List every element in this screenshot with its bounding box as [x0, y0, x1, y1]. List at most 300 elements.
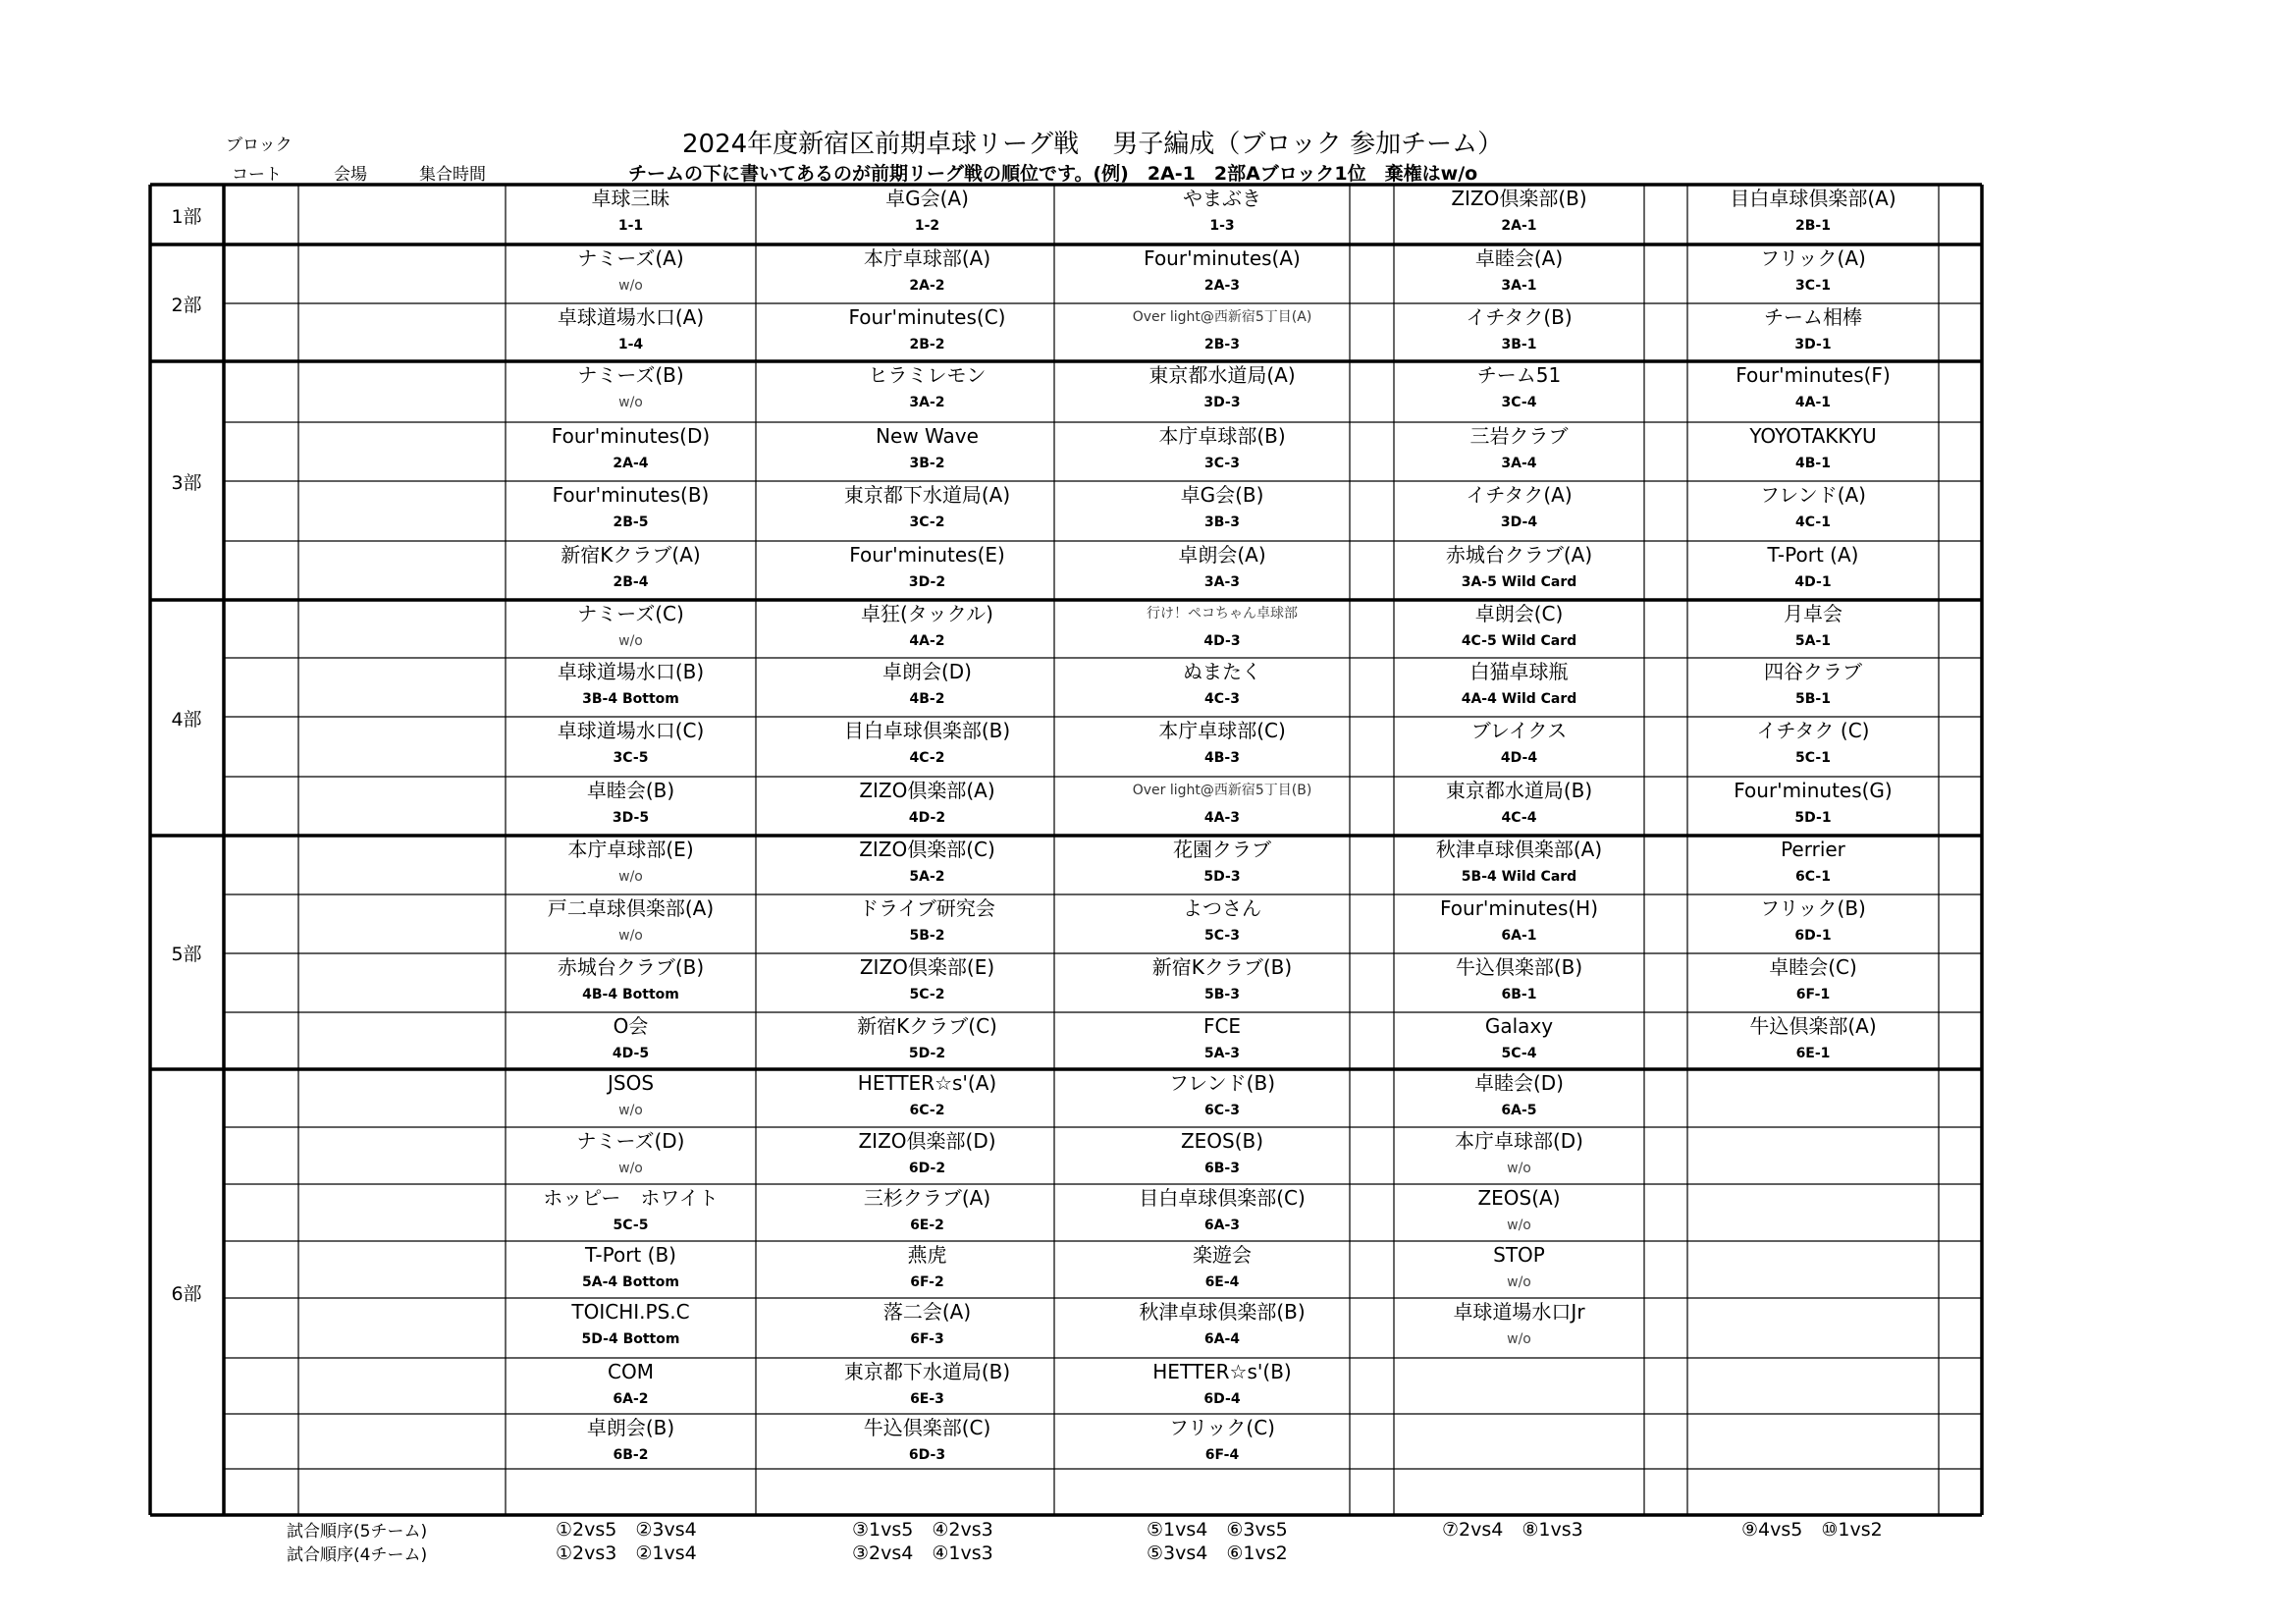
team-cell	[1394, 1470, 1644, 1514]
team-name: 牛込倶楽部(A)	[1749, 1014, 1877, 1038]
team-rank: 4B-1	[1795, 456, 1831, 471]
team-rank: 4C-1	[1795, 514, 1831, 530]
team-rank: 5C-3	[1204, 928, 1240, 944]
division-label: 5部	[171, 944, 202, 965]
team-cell	[506, 601, 756, 657]
team-cell	[1394, 245, 1644, 302]
team-cell	[1394, 659, 1644, 716]
team-cell	[506, 423, 756, 480]
team-cell	[800, 1185, 1054, 1240]
team-cell	[506, 1299, 756, 1357]
team-name: 目白卓球倶楽部(A)	[1730, 187, 1896, 210]
team-cell	[1687, 245, 1939, 302]
team-cell	[800, 1470, 1054, 1514]
team-rank: 5A-4 Bottom	[582, 1274, 679, 1290]
team-cell	[506, 895, 756, 952]
team-cell	[1394, 1359, 1644, 1413]
team-name: HETTER☆s'(A)	[857, 1071, 997, 1095]
team-rank: 6A-3	[1203, 1218, 1241, 1233]
team-name: 東京都下水道局(A)	[843, 483, 1011, 507]
team-rank: 5C-1	[1795, 750, 1831, 766]
match-order-5-item: ③1vs5 ④2vs3	[852, 1519, 993, 1541]
team-rank: 5C-2	[909, 987, 945, 1002]
team-rank: 6E-3	[910, 1391, 944, 1407]
team-cell	[506, 542, 756, 599]
team-name: TOICHI.PS.C	[571, 1300, 690, 1324]
team-name: よつさん	[1183, 896, 1261, 920]
team-name: 月卓会	[1784, 602, 1842, 625]
team-name: O会	[613, 1014, 649, 1038]
team-cell	[1095, 601, 1350, 657]
team-cell	[800, 482, 1054, 540]
team-name: やまぶき	[1183, 187, 1261, 210]
team-cell	[1095, 895, 1350, 952]
team-cell	[800, 1415, 1054, 1468]
team-name: 卓朗会(C)	[1474, 602, 1564, 625]
team-rank: 4D-2	[908, 810, 946, 826]
team-rank: 4B-2	[909, 691, 945, 707]
team-rank: 5C-4	[1501, 1046, 1537, 1061]
team-name: 本庁卓球部(A)	[863, 246, 991, 270]
team-rank: 6C-1	[1795, 869, 1831, 885]
team-cell	[1095, 954, 1350, 1011]
team-cell	[1095, 837, 1350, 893]
team-rank: w/o	[1507, 1218, 1531, 1233]
team-cell	[1687, 1242, 1939, 1297]
team-name: 楽遊会	[1193, 1243, 1252, 1267]
team-rank: 3C-5	[613, 750, 649, 766]
team-name: Perrier	[1781, 838, 1845, 861]
team-cell	[800, 1013, 1054, 1068]
division-label: 6部	[171, 1283, 202, 1305]
team-rank: 2B-1	[1795, 218, 1831, 234]
team-rank: 6B-2	[613, 1447, 649, 1463]
team-name: 新宿Kクラブ(C)	[857, 1014, 997, 1038]
team-cell	[1687, 1070, 1939, 1126]
team-rank: 3A-2	[909, 395, 945, 410]
team-name: 三杉クラブ(A)	[863, 1186, 991, 1210]
match-order-5-item: ①2vs5 ②3vs4	[556, 1519, 697, 1541]
team-rank: 5A-3	[1203, 1046, 1241, 1061]
team-cell	[800, 837, 1054, 893]
team-name: ZIZO倶楽部(D)	[858, 1129, 996, 1153]
team-name: ナミーズ(A)	[577, 246, 684, 270]
team-cell	[800, 778, 1054, 835]
team-name: Four'minutes(E)	[849, 543, 1005, 567]
team-cell	[1394, 186, 1644, 244]
team-cell	[506, 482, 756, 540]
team-rank: 4B-4 Bottom	[582, 987, 679, 1002]
team-rank: 6A-4	[1203, 1331, 1241, 1347]
team-name: Four'minutes(F)	[1735, 363, 1891, 387]
team-name: 卓球道場水口(C)	[557, 719, 705, 742]
team-name: フレンド(B)	[1168, 1071, 1276, 1095]
team-cell	[1095, 1128, 1350, 1183]
team-name: JSOS	[607, 1071, 655, 1095]
team-rank: w/o	[1507, 1331, 1531, 1347]
match-order-5-item: ⑤1vs4 ⑥3vs5	[1147, 1519, 1288, 1541]
team-name: 卓狂(タックル)	[860, 602, 993, 625]
team-cell	[1394, 1128, 1644, 1183]
team-cell	[1687, 542, 1939, 599]
team-rank: 5A-1	[1794, 633, 1832, 649]
team-name: HETTER☆s'(B)	[1152, 1360, 1292, 1383]
team-cell	[506, 1185, 756, 1240]
team-cell	[1394, 1299, 1644, 1357]
team-cell	[506, 1128, 756, 1183]
team-name: フリック(B)	[1760, 896, 1866, 920]
team-cell	[1687, 1470, 1939, 1514]
team-cell	[1095, 304, 1350, 360]
team-cell	[800, 542, 1054, 599]
team-rank: 3C-3	[1204, 456, 1240, 471]
team-cell	[800, 245, 1054, 302]
team-cell	[1687, 362, 1939, 421]
team-rank: w/o	[1507, 1161, 1531, 1176]
team-cell	[506, 659, 756, 716]
team-name: 卓球三昧	[591, 187, 670, 210]
team-cell	[1394, 304, 1644, 360]
team-rank: 3B-3	[1204, 514, 1240, 530]
team-rank: 5D-1	[1794, 810, 1832, 826]
team-name: Four'minutes(G)	[1734, 779, 1893, 802]
team-cell	[506, 1013, 756, 1068]
team-cell	[1095, 482, 1350, 540]
team-cell	[1687, 1185, 1939, 1240]
team-name: 落二会(A)	[882, 1300, 972, 1324]
team-name: ナミーズ(C)	[577, 602, 684, 625]
team-name: 四谷クラブ	[1764, 660, 1862, 683]
team-cell	[1687, 895, 1939, 952]
team-cell	[1095, 1470, 1350, 1514]
division-label: 4部	[171, 709, 202, 731]
team-name: イチタク (C)	[1756, 719, 1870, 742]
team-name: 行け！ペコちゃん卓球部	[1147, 606, 1298, 622]
team-name: フレンド(A)	[1760, 483, 1866, 507]
team-rank: 3A-5 Wild Card	[1461, 574, 1577, 590]
team-name: Over light@西新宿5丁目(B)	[1132, 783, 1312, 798]
team-cell	[1394, 1185, 1644, 1240]
team-rank: 5D-3	[1203, 869, 1241, 885]
team-cell	[1687, 718, 1939, 776]
team-rank: 4D-1	[1794, 574, 1832, 590]
ranking-note: チームの下に書いてあるのが前期リーグ戦の順位です。(例) 2A-1 2部Aブロック1位 棄権はw/o	[628, 163, 1478, 185]
team-name: 白猫卓球瓶	[1469, 660, 1569, 683]
team-cell	[1687, 423, 1939, 480]
team-name: ヒラミレモン	[868, 363, 987, 387]
team-name: 目白卓球倶楽部(B)	[843, 719, 1011, 742]
team-rank: 1-3	[1209, 218, 1235, 234]
team-name: 卓G会(A)	[885, 187, 969, 210]
team-name: Four'minutes(D)	[551, 424, 711, 448]
team-rank: 5B-3	[1204, 987, 1240, 1002]
team-cell	[800, 1359, 1054, 1413]
team-cell	[1687, 1299, 1939, 1357]
team-rank: 3D-3	[1203, 395, 1241, 410]
team-cell	[1095, 718, 1350, 776]
team-rank: 6D-1	[1794, 928, 1832, 944]
team-name: 東京都下水道局(B)	[843, 1360, 1011, 1383]
division-label: 2部	[171, 294, 202, 316]
team-cell	[1095, 423, 1350, 480]
team-name: COM	[608, 1360, 654, 1383]
match-order-4-label: 試合順序(4チーム)	[287, 1545, 428, 1565]
team-cell	[1687, 954, 1939, 1011]
time-label: 集合時間	[419, 165, 486, 185]
team-rank: 4C-4	[1501, 810, 1537, 826]
team-rank: w/o	[618, 278, 643, 294]
team-name: ナミーズ(B)	[577, 363, 684, 387]
team-rank: 6D-3	[908, 1447, 946, 1463]
team-cell	[1394, 1242, 1644, 1297]
team-rank: 6E-4	[1204, 1274, 1240, 1290]
team-rank: 5B-4 Wild Card	[1461, 869, 1577, 885]
venue-label: 会場	[334, 165, 367, 185]
team-name: T-Port (B)	[585, 1243, 676, 1267]
team-rank: 2A-2	[909, 278, 945, 294]
team-cell	[800, 1070, 1054, 1126]
team-rank: 4C-3	[1204, 691, 1240, 707]
team-name: ぬまたく	[1183, 660, 1261, 683]
team-cell	[506, 186, 756, 244]
team-name: フリック(A)	[1760, 246, 1866, 270]
team-cell	[1687, 482, 1939, 540]
team-rank: 4A-4 Wild Card	[1461, 691, 1577, 707]
team-rank: 2A-1	[1501, 218, 1537, 234]
team-cell	[1095, 245, 1350, 302]
team-rank: 4C-2	[909, 750, 945, 766]
team-rank: 2A-4	[613, 456, 649, 471]
team-cell	[800, 304, 1054, 360]
team-rank: 6F-4	[1204, 1447, 1240, 1463]
team-cell	[1095, 1185, 1350, 1240]
team-rank: w/o	[618, 869, 643, 885]
team-name: ホッピー ホワイト	[543, 1186, 719, 1210]
team-name: 赤城台クラブ(A)	[1445, 543, 1593, 567]
team-name: 卓朗会(A)	[1178, 543, 1266, 567]
team-name: ブレイクス	[1470, 719, 1568, 742]
team-rank: 3B-1	[1501, 337, 1537, 352]
match-order-4-item: ③2vs4 ④1vs3	[852, 1543, 993, 1564]
team-rank: 6A-2	[613, 1391, 649, 1407]
match-order-5-item: ⑨4vs5 ⑩1vs2	[1741, 1519, 1883, 1541]
team-rank: 3D-5	[612, 810, 650, 826]
team-cell	[1095, 778, 1350, 835]
team-rank: 3D-1	[1794, 337, 1832, 352]
team-rank: w/o	[618, 928, 643, 944]
team-name: 卓G会(B)	[1180, 483, 1264, 507]
team-cell	[1687, 1128, 1939, 1183]
team-rank: 5B-1	[1795, 691, 1831, 707]
team-cell	[1095, 1299, 1350, 1357]
team-cell	[1687, 837, 1939, 893]
team-cell	[1394, 778, 1644, 835]
team-rank: 6E-1	[1795, 1046, 1831, 1061]
team-rank: 4C-5 Wild Card	[1461, 633, 1577, 649]
team-cell	[1394, 423, 1644, 480]
division-label: 3部	[171, 471, 202, 494]
team-name: フリック(C)	[1169, 1416, 1275, 1439]
team-cell	[506, 1470, 756, 1514]
team-name: 本庁卓球部(E)	[567, 838, 694, 861]
team-cell	[506, 1415, 756, 1468]
team-rank: 6A-1	[1501, 928, 1537, 944]
team-name: T-Port (A)	[1767, 543, 1859, 567]
division-label: 1部	[171, 205, 202, 228]
match-order-5-label: 試合順序(5チーム)	[287, 1522, 428, 1542]
team-name: ZIZO倶楽部(E)	[859, 955, 995, 979]
team-rank: 4B-3	[1204, 750, 1240, 766]
team-rank: 3A-4	[1501, 456, 1537, 471]
match-order-4-item: ①2vs3 ②1vs4	[556, 1543, 697, 1564]
team-name: YOYOTAKKYU	[1749, 424, 1877, 448]
team-rank: 2B-4	[613, 574, 649, 590]
team-name: Galaxy	[1484, 1014, 1554, 1038]
team-rank: w/o	[618, 395, 643, 410]
team-name: 秋津卓球倶楽部(A)	[1435, 838, 1603, 861]
team-rank: 4D-5	[612, 1046, 650, 1061]
team-name: 本庁卓球部(B)	[1158, 424, 1286, 448]
team-rank: 4D-4	[1500, 750, 1538, 766]
team-name: 卓睦会(C)	[1769, 955, 1857, 979]
team-cell	[1687, 778, 1939, 835]
team-name: 卓球道場水口(A)	[557, 305, 705, 329]
team-rank: w/o	[1507, 1274, 1531, 1290]
team-cell	[1394, 482, 1644, 540]
team-name: 卓球道場水口(B)	[557, 660, 705, 683]
team-cell	[506, 304, 756, 360]
team-rank: 5A-2	[909, 869, 945, 885]
team-name: Four'minutes(C)	[848, 305, 1006, 329]
team-name: 東京都水道局(B)	[1445, 779, 1593, 802]
team-rank: 6B-1	[1501, 987, 1537, 1002]
team-cell	[1095, 1070, 1350, 1126]
team-cell	[1394, 362, 1644, 421]
team-rank: 1-4	[617, 337, 644, 352]
team-cell	[1095, 1242, 1350, 1297]
team-name: 卓睦会(D)	[1473, 1071, 1564, 1095]
team-rank: 3C-4	[1501, 395, 1537, 410]
team-rank: w/o	[618, 1103, 643, 1118]
team-name: 燕虎	[907, 1243, 947, 1267]
team-rank: 3B-2	[909, 456, 945, 471]
team-rank: 6C-2	[909, 1103, 945, 1118]
team-cell	[506, 1070, 756, 1126]
team-cell	[800, 718, 1054, 776]
team-name: 目白卓球倶楽部(C)	[1139, 1186, 1306, 1210]
team-cell	[1687, 186, 1939, 244]
team-cell	[1687, 304, 1939, 360]
team-cell	[1394, 542, 1644, 599]
team-rank: 2B-5	[613, 514, 649, 530]
match-order-5-item: ⑦2vs4 ⑧1vs3	[1442, 1519, 1583, 1541]
team-rank: 3C-2	[909, 514, 945, 530]
team-rank: 6F-3	[910, 1331, 944, 1347]
team-cell	[800, 362, 1054, 421]
team-name: Over light@西新宿5丁目(A)	[1132, 309, 1312, 325]
team-cell	[800, 186, 1054, 244]
team-rank: 2A-3	[1203, 278, 1241, 294]
team-name: ZIZO倶楽部(A)	[859, 779, 995, 802]
team-name: 新宿Kクラブ(B)	[1151, 955, 1293, 979]
team-rank: 4A-1	[1794, 395, 1832, 410]
team-name: 秋津卓球倶楽部(B)	[1139, 1300, 1306, 1324]
team-name: ZIZO倶楽部(C)	[859, 838, 995, 861]
team-name: ドライブ研究会	[859, 896, 995, 920]
team-name: STOP	[1493, 1243, 1545, 1267]
team-rank: 6F-1	[1795, 987, 1831, 1002]
team-cell	[506, 778, 756, 835]
team-name: 卓朗会(D)	[881, 660, 972, 683]
team-cell	[1687, 659, 1939, 716]
team-rank: w/o	[618, 1161, 643, 1176]
team-cell	[1095, 659, 1350, 716]
team-rank: 5C-5	[613, 1218, 649, 1233]
team-rank: 1-2	[914, 218, 940, 234]
team-cell	[1394, 1415, 1644, 1468]
team-rank: 6A-5	[1501, 1103, 1537, 1118]
team-rank: 3C-1	[1795, 278, 1831, 294]
team-rank: 2B-3	[1204, 337, 1240, 352]
team-name: 卓睦会(A)	[1474, 246, 1564, 270]
team-cell	[1687, 601, 1939, 657]
team-cell	[506, 362, 756, 421]
block-label: ブロック	[226, 135, 293, 155]
team-cell	[506, 718, 756, 776]
team-rank: 6E-2	[910, 1218, 944, 1233]
team-rank: 6C-3	[1204, 1103, 1240, 1118]
team-name: Four'minutes(B)	[552, 483, 710, 507]
team-cell	[506, 954, 756, 1011]
team-cell	[800, 1299, 1054, 1357]
team-cell	[800, 423, 1054, 480]
match-order-4-item: ⑤3vs4 ⑥1vs2	[1147, 1543, 1288, 1564]
team-rank: 5D-2	[908, 1046, 946, 1061]
team-name: Four'minutes(H)	[1439, 896, 1599, 920]
team-name: ZEOS(A)	[1477, 1186, 1561, 1210]
team-rank: w/o	[618, 633, 643, 649]
team-name: イチタク(A)	[1466, 483, 1573, 507]
team-name: 新宿Kクラブ(A)	[561, 543, 701, 567]
team-name: 卓球道場水口Jr	[1453, 1300, 1585, 1324]
team-cell	[1394, 837, 1644, 893]
team-name: 東京都水道局(A)	[1148, 363, 1296, 387]
team-rank: 3A-3	[1203, 574, 1241, 590]
team-rank: 2B-2	[909, 337, 945, 352]
team-rank: 5B-2	[909, 928, 945, 944]
team-cell	[1095, 1415, 1350, 1468]
team-cell	[1095, 1359, 1350, 1413]
team-cell	[800, 601, 1054, 657]
team-name: 牛込倶楽部(C)	[863, 1416, 991, 1439]
team-name: 花園クラブ	[1173, 838, 1271, 861]
team-rank: 1-1	[617, 218, 644, 234]
team-name: 卓睦会(B)	[586, 779, 675, 802]
team-cell	[1095, 362, 1350, 421]
team-cell	[1687, 1359, 1939, 1413]
team-cell	[1394, 718, 1644, 776]
team-name: チーム相棒	[1764, 305, 1862, 329]
team-cell	[1394, 954, 1644, 1011]
team-name: 赤城台クラブ(B)	[557, 955, 705, 979]
team-rank: 5D-4 Bottom	[581, 1331, 680, 1347]
team-name: New Wave	[876, 424, 979, 448]
team-name: 本庁卓球部(D)	[1454, 1129, 1583, 1153]
team-cell	[1095, 542, 1350, 599]
team-rank: 3D-2	[908, 574, 946, 590]
team-rank: 3D-4	[1500, 514, 1538, 530]
team-cell	[800, 1128, 1054, 1183]
